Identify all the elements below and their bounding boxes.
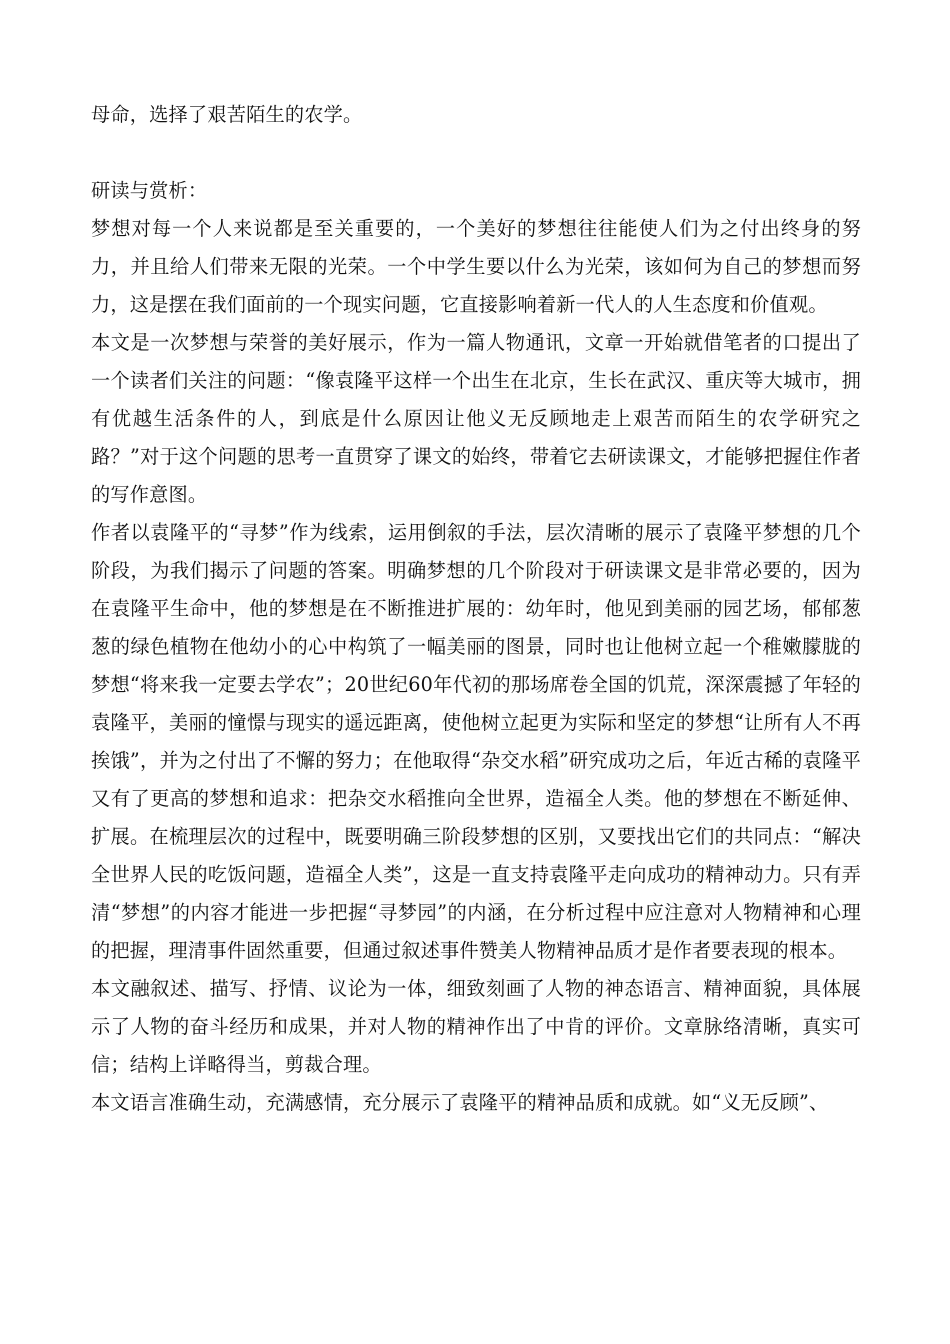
paragraph-article-question: 本文是一次梦想与荣誉的美好展示，作为一篇人物通讯，文章一开始就借笔者的口提出了一个读者们关注的问题：“像袁隆平这样一个出生在北京，生长在武汉、重庆等大城市，拥有优越生活条件的人，到底是什么原因让他义无反顾地走上艰苦而陌生的农学研究之路？”对于这个问题的思考一直贯穿了课文的始终，带着它去研读课文，才能够把握住作者的写作意图。: [91, 331, 861, 506]
paragraph-continuation: 母命，选择了艰苦陌生的农学。: [91, 103, 363, 126]
section-heading: 研读与赏析：: [91, 179, 208, 202]
blank-line: [91, 134, 861, 172]
paragraph-dream-importance: 梦想对每一个人来说都是至关重要的，一个美好的梦想往往能使人们为之付出终身的努力，并且给人们带来无限的光荣。一个中学生要以什么为光荣，该如何为自己的梦想而努力，这是摆在我们面前的一个现实问题，它直接影响着新一代人的人生态度和价值观。: [91, 217, 861, 316]
paragraph-dream-stages: 作者以袁隆平的“寻梦”作为线索，运用倒叙的手法，层次清晰的展示了袁隆平梦想的几个阶段，为我们揭示了问题的答案。明确梦想的几个阶段对于研读课文是非常必要的，因为在袁隆平生命中，他的梦想是在不断推进扩展的：幼年时，他见到美丽的园艺场，郁郁葱葱的绿色植物在他幼小的心中构筑了一幅美丽的图景，同时也让他树立起一个稚嫩朦胧的梦想“将来我一定要去学农”；20世纪60年代初的那场席卷全国的饥荒，深深震撼了年轻的袁隆平，美丽的憧憬与现实的遥远距离，使他树立起更为实际和坚定的梦想“让所有人不再挨饿”，并为之付出了不懈的努力；在他取得“杂交水稻”研究成功之后，年近古稀的袁隆平又有了更高的梦想和追求：把杂交水稻推向全世界，造福全人类。他的梦想在不断延伸、扩展。在梳理层次的过程中，既要明确三阶段梦想的区别，又要找出它们的共同点：“解决全世界人民的吃饭问题，造福全人类”，这是一直支持袁隆平走向成功的精神动力。只有弄清“梦想”的内容才能进一步把握“寻梦园”的内涵，在分析过程中应注意对人物精神和心理的把握，理清事件固然重要，但通过叙述事件赞美人物精神品质才是作者要表现的根本。: [91, 521, 861, 962]
document-body: [91, 96, 861, 1122]
paragraph-writing-style: 本文融叙述、描写、抒情、议论为一体，细致刻画了人物的神态语言、精神面貌，具体展示了人物的奋斗经历和成果，并对人物的精神作出了中肯的评价。文章脉络清晰，真实可信；结构上详略得当，剪裁合理。: [91, 977, 861, 1076]
paragraph-language: 本文语言准确生动，充满感情，充分展示了袁隆平的精神品质和成就。如“义无反顾”、: [91, 1091, 829, 1114]
